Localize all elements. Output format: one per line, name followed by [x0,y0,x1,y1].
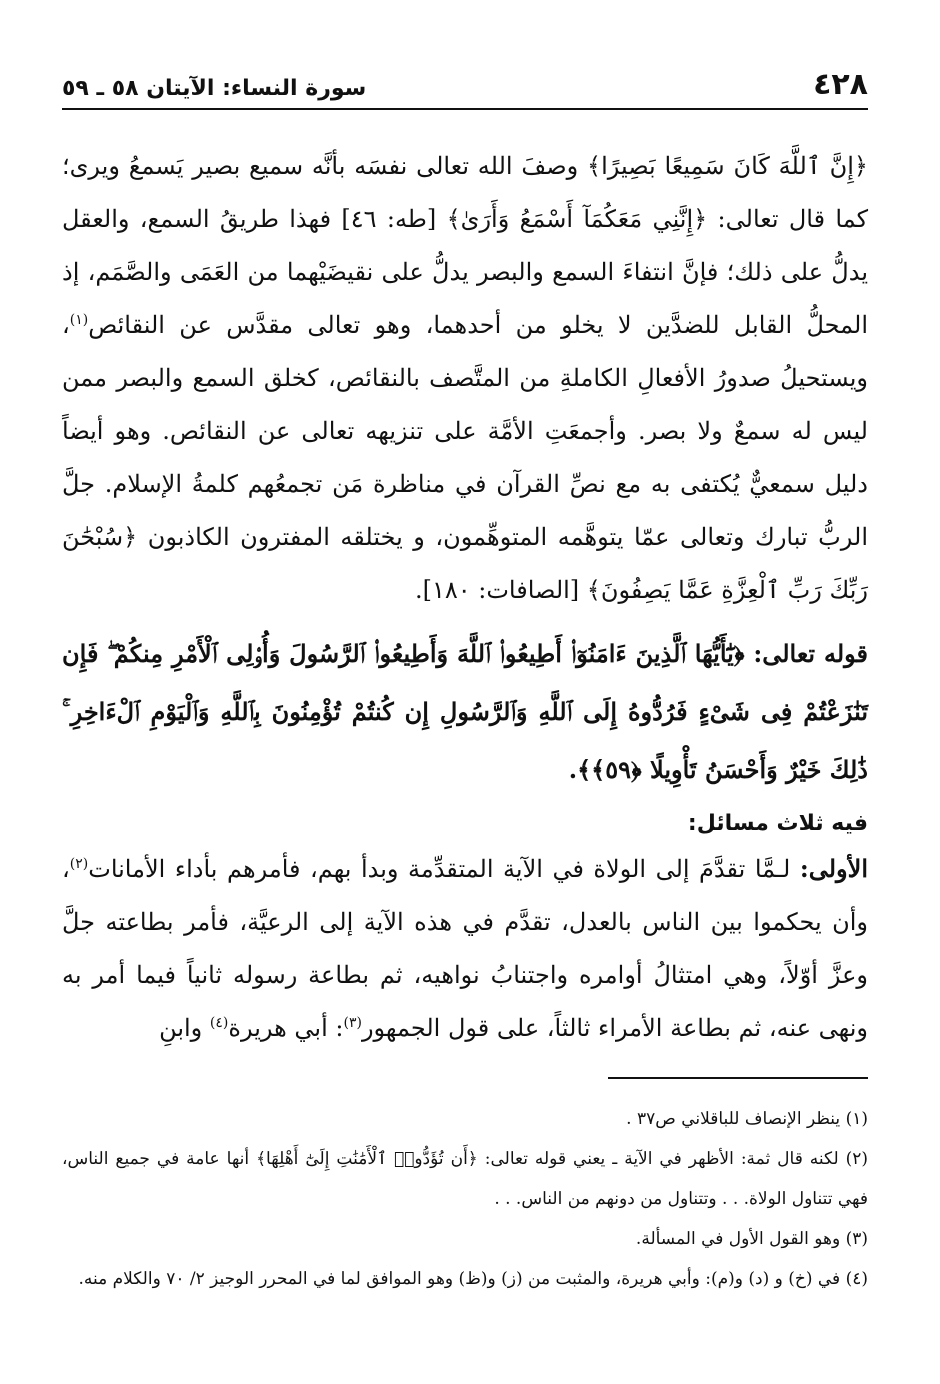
paragraph-2-part-b: ، وأن يحكموا بين الناس بالعدل، تقدَّم في هذه الآية إلى الرعيَّة، فأمر بطاعته جلَّ وعزَّ أوّلاً، وهي امتثالُ أوامره واجتنابُ نواهيه، ثم بطاعة رسوله ثانياً فيما أمر به ونهى عنه، ثم بطاعة الأمراء ثالثاً، على قول الجمهور [62,855,868,1042]
section-heading: فيه ثلاث مسائل: [687,811,868,836]
running-title: سورة النساء: الآيتان ٥٨ ـ ٥٩ [62,76,367,101]
footnote-ref-4: (٤) [209,1015,229,1031]
paragraph-2-lead: الأولى: [799,854,868,883]
footnote-ref-2: (٢) [69,856,89,872]
page-number: ٤٢٨ [813,67,868,102]
footnote-ref-3: (٣) [343,1015,362,1031]
paragraph-2-part-c: : أبي هريرة [228,1014,344,1042]
verse-lead: قوله تعالى: [753,639,869,668]
verse-block [62,625,868,799]
footnote-3: (٣) وهو القول الأول في المسألة. [635,1229,868,1249]
page-header [62,67,868,110]
paragraph-2-part-a: لـمَّا تقدَّمَ إلى الولاة في الآية المتقدِّمة وبدأ بهم، فأمرهم بأداء الأمانات [88,855,800,883]
paragraph-1-text: ﴿إِنَّ ٱللَّهَ كَانَ سَمِيعًا بَصِيرًا﴾ وصفَ الله تعالى نفسَه بأنَّه سميع بصير يَسمعُ ويرى؛ كما قال تعالى: ﴿إِنَّنِي مَعَكُمَآ أَسْمَعُ وَأَرَىٰ﴾ [طه: ٤٦] فهذا طريقُ السمع، والعقل يدلُّ على ذلك؛ فإنَّ انتفاءَ السمع والبصر يدلُّ على نقيضَيْهما من العَمَى والصَّمَم، إذ المحلُّ القابل للضدَّين لا يخلو من أحدهما، وهو تعالى مقدَّس عن النقائص [62,152,868,339]
footnote-ref-1: (١) [69,312,89,328]
paragraph-1-rest: ، ويستحيلُ صدورُ الأفعالِ الكاملةِ من المتَّصف بالنقائص، كخلق السمع والبصر ممن ليس له سمعٌ ولا بصر. وأجمعَتِ الأمَّة على تنزيهه تعالى عن النقائص. وهو أيضاً دليل سمعيٌّ يُكتفى به مع نصِّ القرآن في مناظرة مَن تجمعُهم كلمةُ الإسلام. جلَّ الربُّ تبارك وتعالى عمّا يتوهَّمه المتوهِّمون، و يختلقه المفترون الكاذبون ﴿سُبْحَٰنَ رَبِّكَ رَبِّ ٱلْعِزَّةِ عَمَّا يَصِفُونَ﴾ [الصافات: ١٨٠]. [62,311,868,604]
footnote-1: (١) ينظر الإنصاف للباقلاني ص٣٧ . [626,1109,868,1129]
body-paragraph-1 [62,140,868,617]
body-paragraph-2 [62,842,868,1055]
footnote-4: (٤) في (خ) و (د) و(م): وأبي هريرة، والمثبت من (ز) و(ظ) وهو الموافق لما في المحرر الوجيز ٢/ ٧٠ والكلام منه. [78,1269,868,1289]
paragraph-2-part-d: وابنِ [159,1014,210,1042]
verse-text: ﴿يَٰٓأَيُّهَا ٱلَّذِينَ ءَامَنُوٓا۟ أَطِيعُوا۟ ٱللَّهَ وَأَطِيعُوا۟ ٱلرَّسُولَ وَأُو۟لِى ٱلْأَمْرِ مِنكُمْ ۖ فَإِن تَنَٰزَعْتُمْ فِى شَىْءٍ فَرُدُّوهُ إِلَى ٱللَّهِ وَٱلرَّسُولِ إِن كُنتُمْ تُؤْمِنُونَ بِٱللَّهِ وَٱلْيَوْمِ ٱلْءَاخِرِ ۚ ذَٰلِكَ خَيْرٌ وَأَحْسَنُ تَأْوِيلًا ﴿٥٩﴾﴾. [62,639,868,784]
footnote-divider [608,1077,868,1079]
footnote-2: (٢) لكنه قال ثمة: الأظهر في الآية ـ يعني قوله تعالى: ﴿أَن تُؤَدُّوا۟ ٱلْأَمَٰنَٰتِ إِلَىٰٓ أَهْلِهَا﴾ أنها عامة في جميع الناس، فهي تتناول الولاة. . . وتتناول من دونهم من الناس. . . [62,1149,868,1209]
footnotes [62,1099,868,1299]
